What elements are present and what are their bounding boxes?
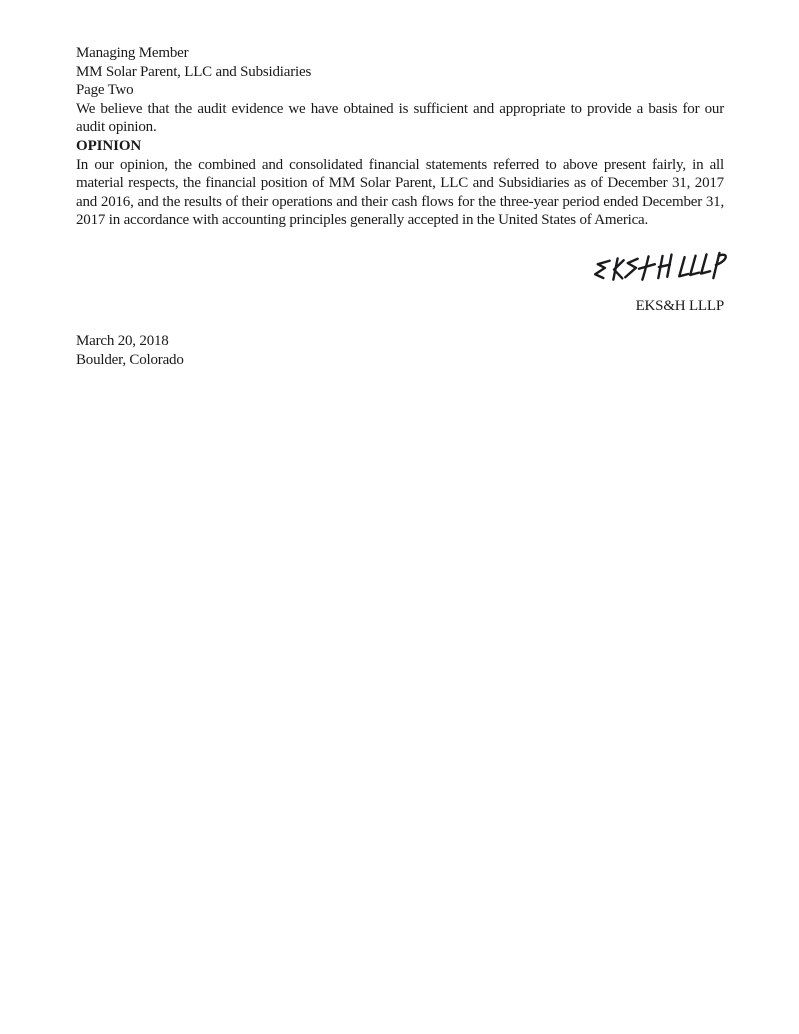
recipient-block [76, 44, 724, 100]
handwritten-signature [591, 249, 728, 290]
paragraph-audit-basis: We believe that the audit evidence we have obtained is sufficient and appropriate to provide a basis for our audit opinion. [76, 100, 724, 136]
letter-date: March 20, 2018 [76, 333, 169, 350]
letter-location: Boulder, Colorado [76, 351, 184, 368]
page-number-label: Page Two [76, 82, 134, 99]
recipient-company: MM Solar Parent, LLC and Subsidiaries [76, 63, 312, 80]
opinion-heading: OPINION [76, 137, 142, 154]
firm-name-typed: EKS&H LLLP [635, 297, 724, 314]
paragraph-opinion: In our opinion, the combined and consolidated financial statements referred to above present fairly, in all material respects, the financial position of MM Solar Parent, LLC and Subsidiaries as of December 31, 2017 and 2016, and the results of their operations and their cash flows for the three-year period ended December 31, 2017 in accordance with accounting principles generally accepted in the United States of America. [76, 156, 724, 229]
signature-area [76, 251, 724, 293]
recipient-name: Managing Member [76, 45, 189, 61]
date-location-block [76, 332, 724, 369]
